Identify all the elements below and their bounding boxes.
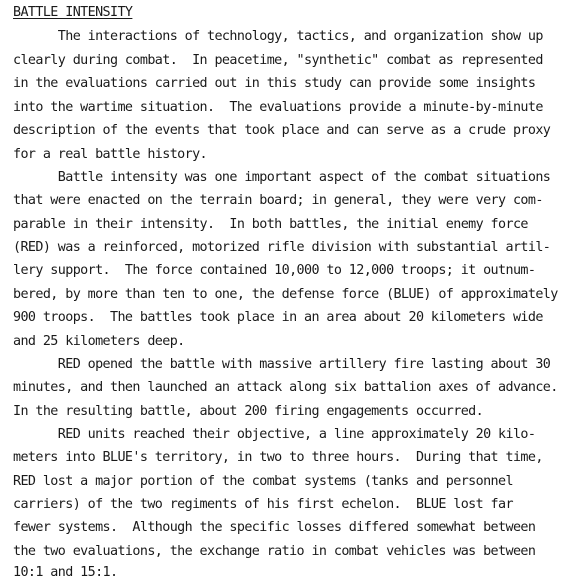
text-line: that were enacted on the terrain board; in general, they were very com- [13,193,543,208]
text-line: RED opened the battle with massive artillery fire lasting about 30 [13,357,551,372]
text-line: in the evaluations carried out in this study can provide some insights [13,76,536,91]
text-line: minutes, and then launched an attack along six battalion axes of advance. [13,380,558,395]
text-line: In the resulting battle, about 200 firing engagements occurred. [13,404,484,419]
text-line: and 25 kilometers deep. [13,334,185,349]
text-line: 10:1 and 15:1. [13,565,118,580]
text-line: carriers) of the two regiments of his first echelon. BLUE lost far [13,497,513,512]
text-line: RED units reached their objective, a line approximately 20 kilo- [13,427,536,442]
text-line: Battle intensity was one important aspect of the combat situations [13,170,551,185]
text-line: fewer systems. Although the specific losses differed somewhat between [13,520,536,535]
section-heading: BATTLE INTENSITY [13,5,133,20]
text-line: lery support. The force contained 10,000 to 12,000 troops; it outnum- [13,263,536,278]
text-line: meters into BLUE's territory, in two to three hours. During that time, [13,450,543,465]
text-line: 900 troops. The battles took place in an area about 20 kilometers wide [13,310,543,325]
text-line: the two evaluations, the exchange ratio in combat vehicles was between [13,544,536,559]
text-line: RED lost a major portion of the combat systems (tanks and personnel [13,474,513,489]
text-line: The interactions of technology, tactics, and organization show up [13,29,543,44]
text-line: bered, by more than ten to one, the defense force (BLUE) of approximately [13,287,558,302]
text-line: parable in their intensity. In both battles, the initial enemy force [13,217,528,232]
text-line: for a real battle history. [13,147,208,162]
text-line: (RED) was a reinforced, motorized rifle division with substantial artil- [13,240,551,255]
text-line: clearly during combat. In peacetime, "synthetic" combat as represented [13,53,543,68]
text-line: description of the events that took place and can serve as a crude proxy [13,123,551,138]
text-line: into the wartime situation. The evaluations provide a minute-by-minute [13,100,543,115]
